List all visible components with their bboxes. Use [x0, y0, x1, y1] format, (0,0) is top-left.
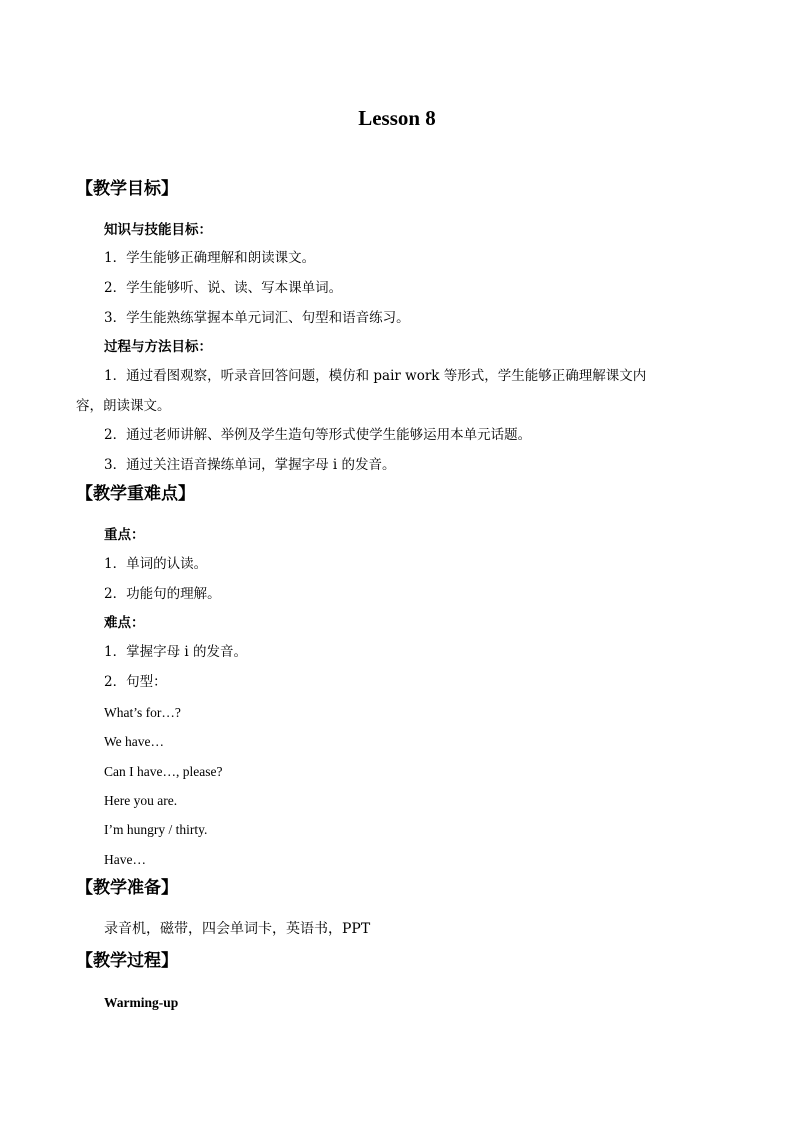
difficulty-item: 2．句型： [104, 674, 167, 690]
warming-up-label: Warming-up [104, 995, 179, 1010]
page-title: Lesson 8 [358, 106, 436, 130]
knowledge-item: 3．学生能熟练掌握本单元词汇、句型和语音练习。 [104, 310, 410, 326]
section-heading-preparation: 【教学准备】 [76, 878, 178, 898]
section-heading-process: 【教学过程】 [76, 951, 178, 971]
sentence-pattern: We have… [104, 734, 165, 749]
focus-item: 2．功能句的理解。 [104, 586, 221, 602]
focus-label: 重点： [104, 527, 145, 543]
section-heading-key-points: 【教学重难点】 [76, 484, 195, 504]
process-method-label: 过程与方法目标： [104, 339, 212, 355]
section-heading-objectives: 【教学目标】 [76, 179, 178, 199]
knowledge-item: 2．学生能够听、说、读、写本课单词。 [104, 280, 343, 296]
sentence-pattern: Here you are. [104, 793, 178, 808]
process-item: 3．通过关注语音操练单词，掌握字母 i 的发音。 [104, 457, 396, 473]
difficulty-item: 1．掌握字母 i 的发音。 [104, 644, 247, 660]
process-item: 2．通过老师讲解、举例及学生造句等形式使学生能够运用本单元话题。 [104, 427, 532, 443]
knowledge-item: 1．学生能够正确理解和朗读课文。 [104, 250, 316, 266]
sentence-pattern: Have… [104, 852, 146, 867]
knowledge-skill-label: 知识与技能目标： [104, 222, 212, 238]
difficulty-label: 难点： [104, 615, 145, 631]
process-item: 1．通过看图观察，听录音回答问题，模仿和 pair work 等形式，学生能够正确理解课文内 [104, 368, 647, 384]
process-item-continuation: 容，朗读课文。 [76, 398, 171, 414]
preparation-materials: 录音机，磁带，四会单词卡，英语书，PPT [104, 921, 371, 937]
sentence-pattern: What’s for…? [104, 705, 181, 720]
focus-item: 1．单词的认读。 [104, 556, 208, 572]
sentence-pattern: I’m hungry / thirty. [104, 822, 208, 837]
sentence-pattern: Can I have…, please? [104, 764, 223, 779]
